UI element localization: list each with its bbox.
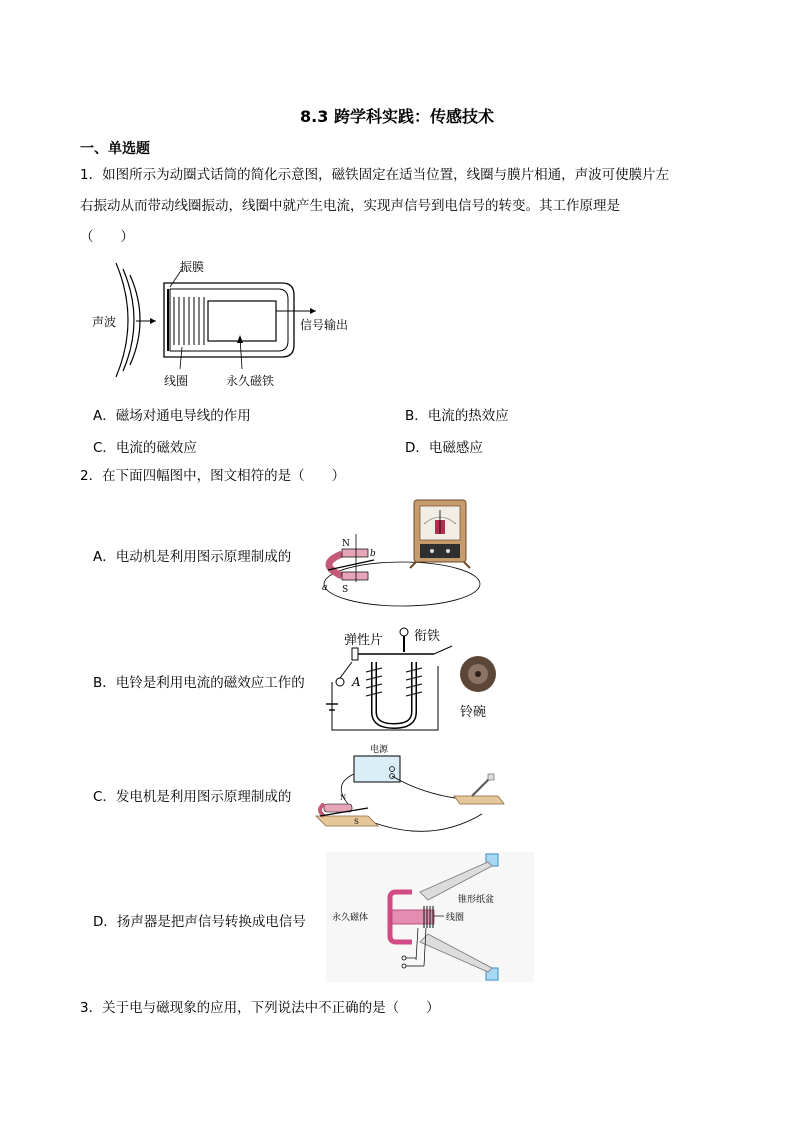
q2-stem: 2．在下面四幅图中，图文相符的是（ ）	[80, 468, 346, 484]
q3-stem: 3．关于电与磁现象的应用，下列说法中不正确的是（ ）	[80, 1000, 440, 1016]
galvanometer-leg	[410, 562, 416, 568]
label-sound: 声波	[92, 315, 117, 329]
q1-option-d[interactable]: D．电磁感应	[405, 440, 483, 456]
label-s: S	[354, 818, 359, 826]
switch-handle	[488, 774, 494, 780]
label-bell: 铃碗	[460, 705, 487, 720]
horseshoe-magnet-bend	[329, 554, 342, 576]
switch-lever	[340, 662, 352, 678]
q1-option-b[interactable]: B．电流的热效应	[405, 408, 509, 424]
q2-option-c[interactable]: C．发电机是利用图示原理制成的	[93, 789, 292, 805]
galvanometer-base	[420, 544, 460, 558]
magnet-bend	[320, 804, 324, 816]
microphone-diagram	[90, 255, 370, 395]
sound-arrowhead	[150, 318, 156, 324]
motor-diagram	[312, 494, 482, 609]
label-n-pole: N	[342, 539, 350, 549]
label-b: b	[370, 549, 376, 559]
speaker-diagram	[326, 852, 536, 984]
label-a: a	[322, 583, 328, 593]
section-heading: 一、单选题	[80, 141, 150, 157]
label-a-point: A	[352, 675, 361, 689]
q1-stem-line1: 1．如图所示为动圈式话筒的简化示意图，磁铁固定在适当位置，线圈与膜片相通，声波可使膜片左	[80, 167, 670, 183]
terminal	[446, 549, 450, 553]
magnet-pole-s	[342, 572, 368, 580]
q1-option-a[interactable]: A．磁场对通电导线的作用	[93, 408, 251, 424]
q2-option-d[interactable]: D．扬声器是把声信号转换成电信号	[93, 914, 306, 930]
label-coil: 线圈	[164, 374, 189, 388]
return-wire	[372, 814, 482, 831]
bell-circuit-wire	[332, 666, 438, 730]
galvanometer-leg	[464, 562, 470, 568]
wooden-base	[316, 816, 378, 826]
magnet-pole-n	[342, 549, 368, 557]
label-n: N	[340, 794, 347, 802]
hammer-arm	[434, 646, 452, 654]
signal-output-arrowhead	[310, 308, 316, 314]
label-cone: 锥形纸盆	[458, 895, 495, 905]
q2-option-b[interactable]: B．电铃是利用电流的磁效应工作的	[93, 675, 305, 691]
label-magnet: 永久磁体	[332, 913, 369, 923]
terminal	[430, 549, 434, 553]
housing-inner	[170, 289, 288, 351]
bell-center	[475, 671, 481, 677]
label-power: 电源	[370, 745, 389, 755]
spring-plate	[352, 648, 358, 660]
coil-leader	[180, 347, 182, 369]
label-permanent-magnet: 永久磁铁	[226, 374, 275, 388]
switch-base	[454, 796, 504, 804]
page-title: 8.3 跨学科实践：传感技术	[300, 107, 494, 126]
permanent-magnet-core	[392, 910, 434, 924]
switch-contact	[336, 678, 344, 686]
q1-stem-line2: 右振动从而带动线圈振动，线圈中就产生电流，实现声信号到电信号的转变。其工作原理是	[80, 198, 620, 214]
conductor-rod	[328, 560, 374, 570]
sound-wave-1	[130, 275, 140, 365]
permanent-magnet	[208, 301, 276, 341]
screw-head	[400, 628, 408, 636]
wire-to-switch	[392, 776, 462, 799]
label-signal-output: 信号输出	[300, 318, 349, 332]
label-spring-plate: 弹性片	[344, 633, 384, 648]
q1-option-c[interactable]: C．电流的磁效应	[93, 440, 197, 456]
label-membrane: 振膜	[180, 260, 205, 274]
electric-bell-diagram	[322, 622, 502, 734]
switch-knife	[472, 778, 490, 796]
label-armature: 衔铁	[414, 629, 441, 644]
label-coil: 线圈	[446, 913, 465, 923]
q1-paren: （ ）	[80, 229, 134, 245]
label-s-pole: S	[342, 585, 349, 595]
q2-option-a[interactable]: A．电动机是利用图示原理制成的	[93, 549, 292, 565]
magnet-arrowhead	[237, 335, 243, 343]
sound-wave-3	[116, 263, 128, 377]
circuit-wire	[324, 562, 480, 606]
generator-diagram	[312, 744, 512, 844]
